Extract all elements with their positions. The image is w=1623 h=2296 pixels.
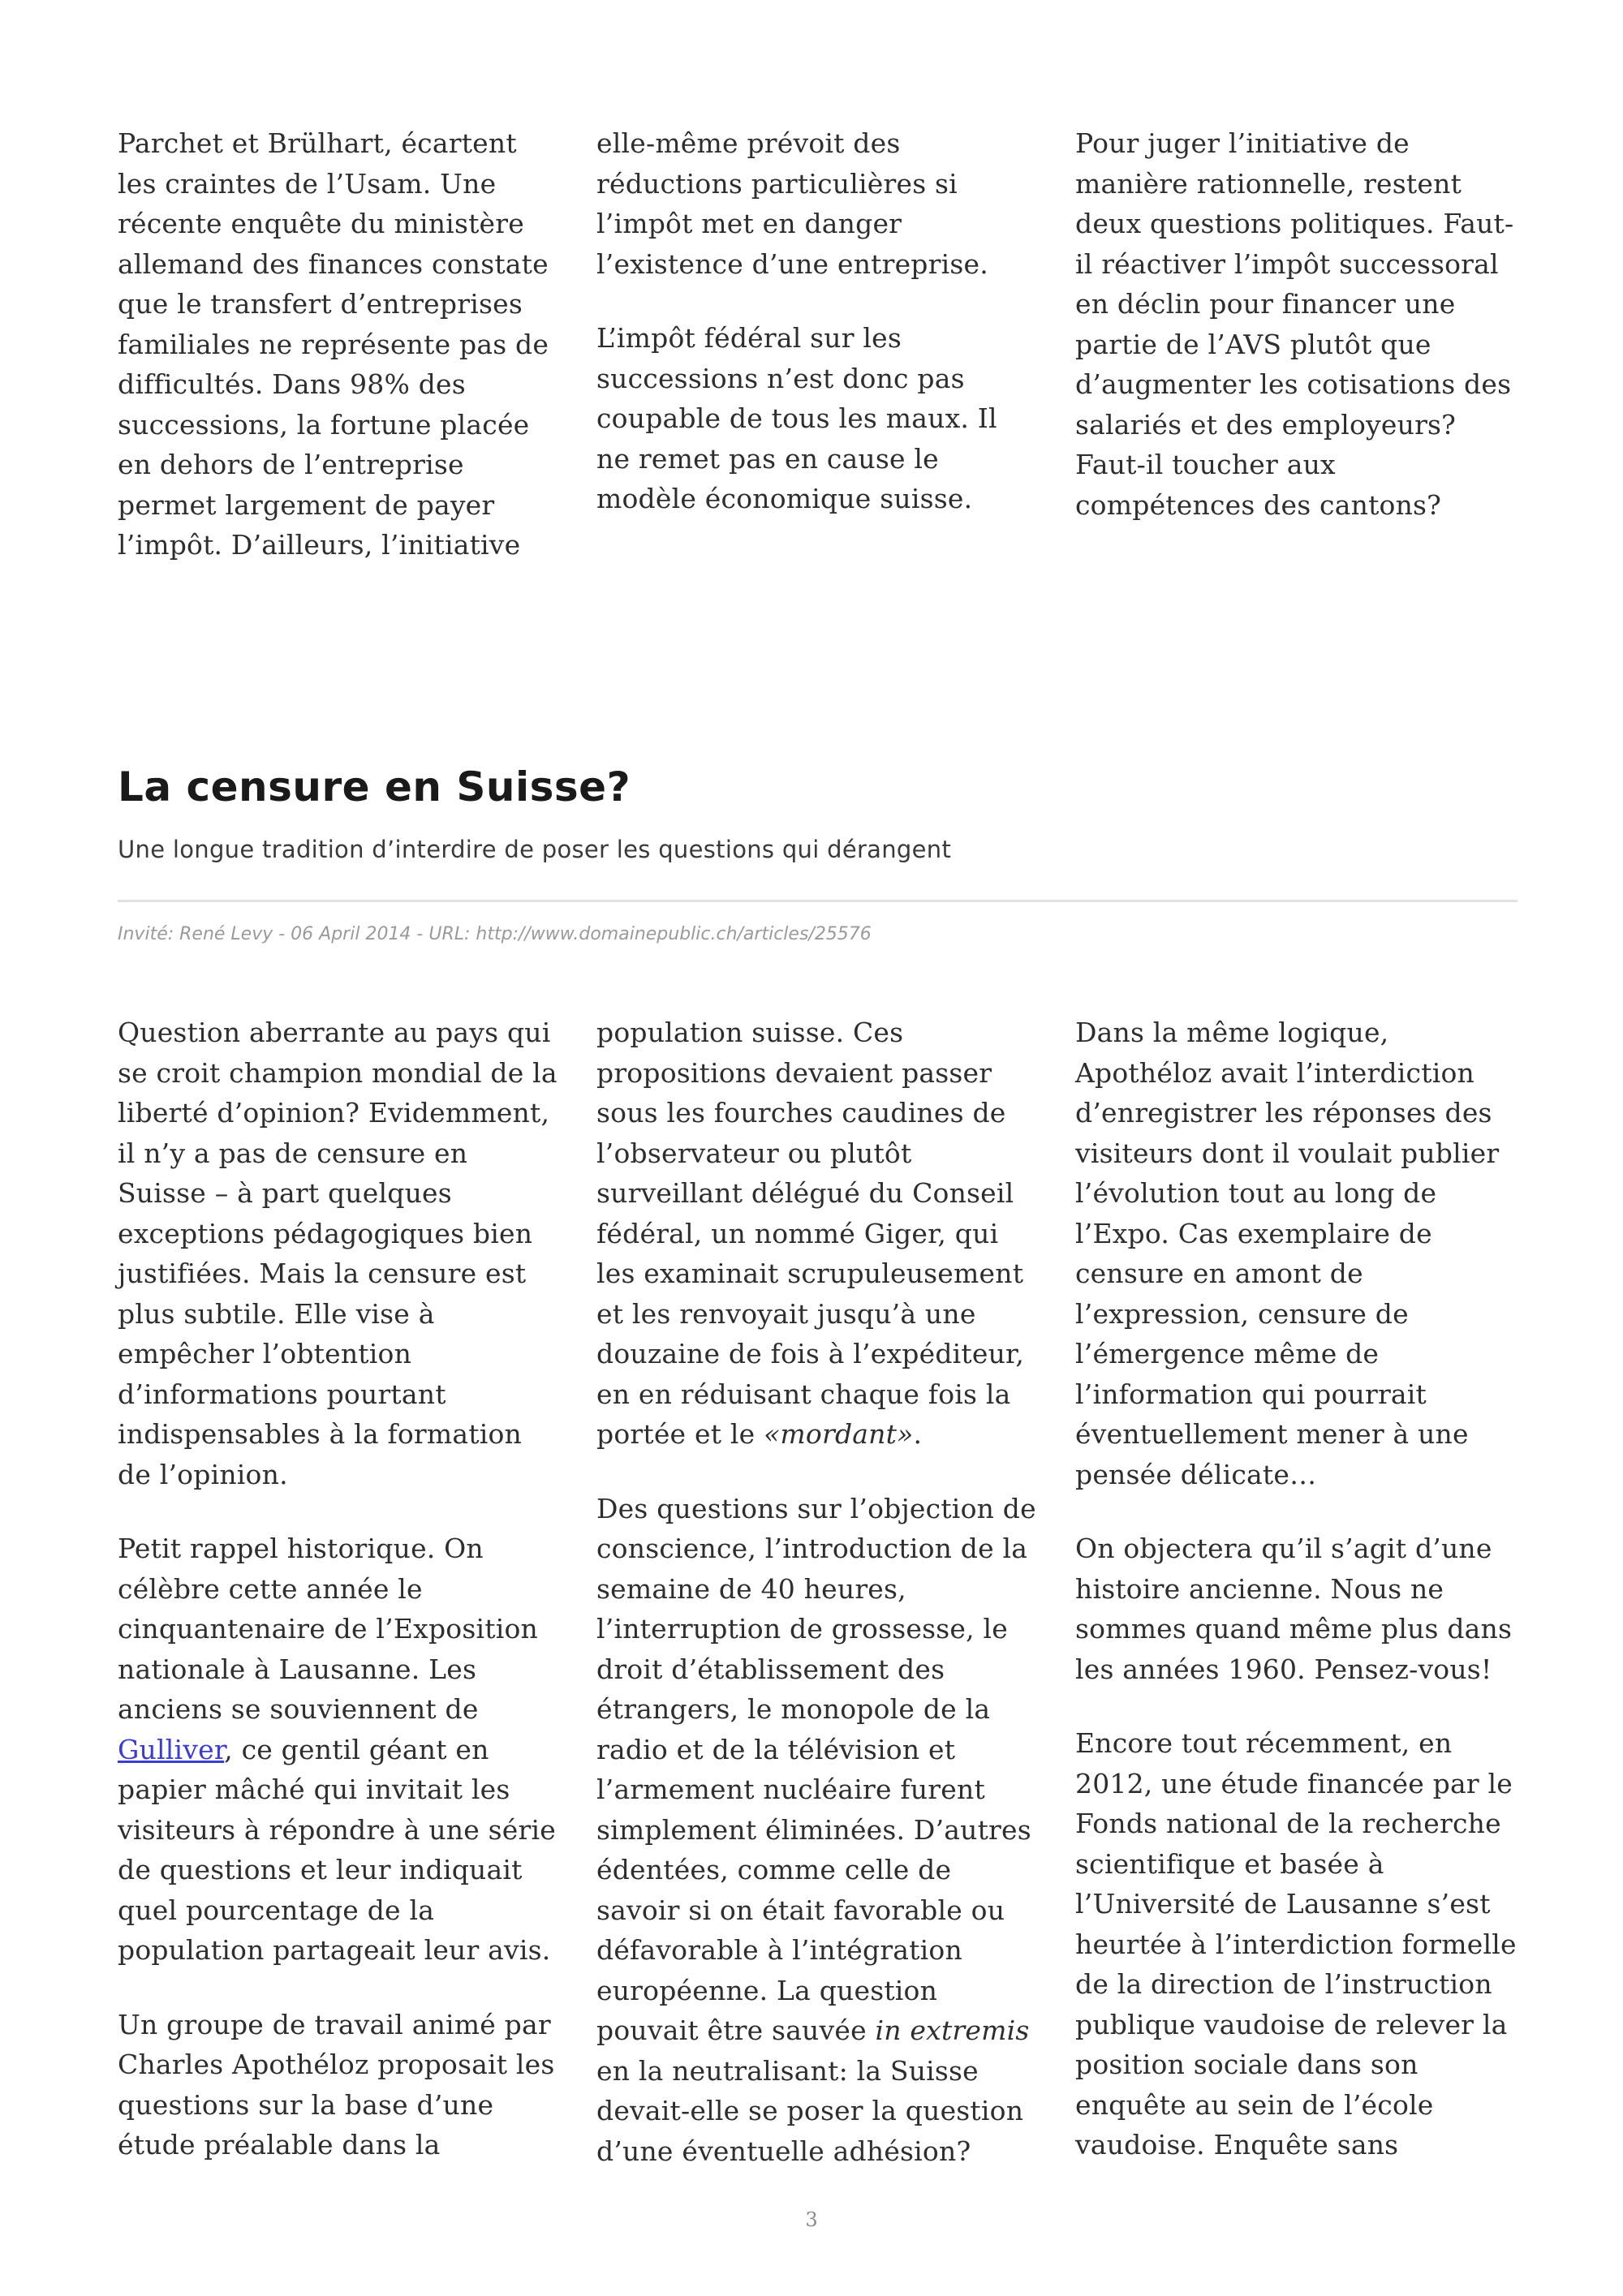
gulliver-link[interactable]: Gulliver [118, 1733, 225, 1765]
text-column-2 [596, 123, 1039, 565]
paragraph [596, 1489, 1039, 2172]
article-meta: Invité: René Levy - 06 April 2014 - URL: http://www.domainepublic.ch/articles/25576 [118, 924, 872, 944]
text-run: en la neutralisant: la Suisse devait-elle se poser la question d’une éventuelle adhésion? [596, 2054, 1024, 2167]
text-column-1 [118, 1013, 560, 2171]
text-column-3 [1075, 1013, 1518, 2171]
paragraph: Dans la même logique, Apothéloz avait l’interdiction d’enregistrer les réponses des visiteurs dont il voulait publier l’évolution tout au long de l’Expo. Cas exemplaire de censure en amont de l’expression, censure de l’émergence même de l’information qui pourrait éventuellement mener à une pensée délicate… [1075, 1017, 1500, 1490]
text-column-3 [1075, 123, 1518, 565]
article-body [118, 1013, 1518, 2171]
article-subtitle: Une longue tradition d’interdire de poser les questions qui dérangent [118, 836, 952, 863]
paragraph [118, 1529, 560, 1971]
text-run: Des questions sur l’objection de conscience, l’introduction de la semaine de 40 heures, l’interruption de grossesse, le droit d’établissement des étrangers, le monopole de la radio et de la télévision et l’armement nucléaire furent simplement éliminées. D’autres édentées, comme celle de savoir si on était favorable ou défavorable à l’intégration européenne. La question pouvait être sauvée [596, 1492, 1036, 2046]
previous-article-continuation [118, 123, 1518, 565]
paragraph: Encore tout récemment, en 2012, une étude financée par le Fonds national de la recherche scientifique et basée à l’Université de Lausanne s’est heurtée à l’interdiction formelle de la direction de l’instruction publique vaudoise de relever la position sociale dans son enquête au sein de l’école vaudoise. Enquête sans [1075, 1727, 1517, 2161]
text-run: , ce gentil géant en papier mâché qui invitait les visiteurs à répondre à une série de questions et leur indiquait quel pourcentage de la population partageait leur avis. [118, 1733, 556, 1966]
emphasis: in extremis [875, 2014, 1030, 2046]
header-divider [118, 900, 1518, 902]
paragraph: Un groupe de travail animé par Charles Apothéloz proposait les questions sur la base d’une étude préalable dans la [118, 2008, 555, 2161]
article-title: La censure en Suisse? [118, 763, 631, 810]
paragraph: Parchet et Brülhart, écartent les craintes de l’Usam. Une récente enquête du ministère allemand des finances constate que le transfert d’entreprises familiales ne représente pas de difficultés. Dans 98% des successions, la fortune placée en dehors de l’entreprise permet largement de payer l’impôt. D’ailleurs, l’initiative [118, 127, 549, 561]
paragraph: L’impôt fédéral sur les successions n’est donc pas coupable de tous les maux. Il ne remet pas en cause le modèle économique suisse. [596, 322, 997, 514]
text-run: population suisse. Ces propositions devaient passer sous les fourches caudines de l’observateur ou plutôt surveillant délégué du Conseil fédéral, un nommé Giger, qui les examinait scrupuleusement et les renvoyait jusqu’à une douzaine de fois à l’expéditeur, en en réduisant chaque fois la portée et le [596, 1017, 1025, 1450]
emphasis: «mordant» [764, 1418, 914, 1450]
paragraph: elle-même prévoit des réductions particulières si l’impôt met en danger l’existence d’une entreprise. [596, 127, 988, 280]
paragraph: Pour juger l’initiative de manière rationnelle, restent deux questions politiques. Faut-il réactiver l’impôt successoral en déclin pour financer une partie de l’AVS plutôt que d’augmenter les cotisations des salariés et des employeurs? Faut-il toucher aux compétences des cantons? [1075, 127, 1514, 521]
text-run: . [913, 1418, 923, 1450]
text-column-2 [596, 1013, 1039, 2171]
text-run: Petit rappel historique. On célèbre cette année le cinquantenaire de l’Exposition nationale à Lausanne. Les anciens se souviennent de [118, 1533, 538, 1725]
paragraph [596, 1013, 1039, 1455]
page-number: 3 [805, 2208, 818, 2231]
paragraph: Question aberrante au pays qui se croit champion mondial de la liberté d’opinion? Evidemment, il n’y a pas de censure en Suisse – à part quelques exceptions pédagogiques bien justifiées. Mais la censure est plus subtile. Elle vise à empêcher l’obtention d’informations pourtant indispensables à la formation de l’opinion. [118, 1017, 558, 1490]
text-column-1 [118, 123, 560, 565]
paragraph: On objectera qu’il s’agit d’une histoire ancienne. Nous ne sommes quand même plus dans les années 1960. Pensez-vous! [1075, 1533, 1513, 1685]
article-header [118, 759, 1518, 948]
